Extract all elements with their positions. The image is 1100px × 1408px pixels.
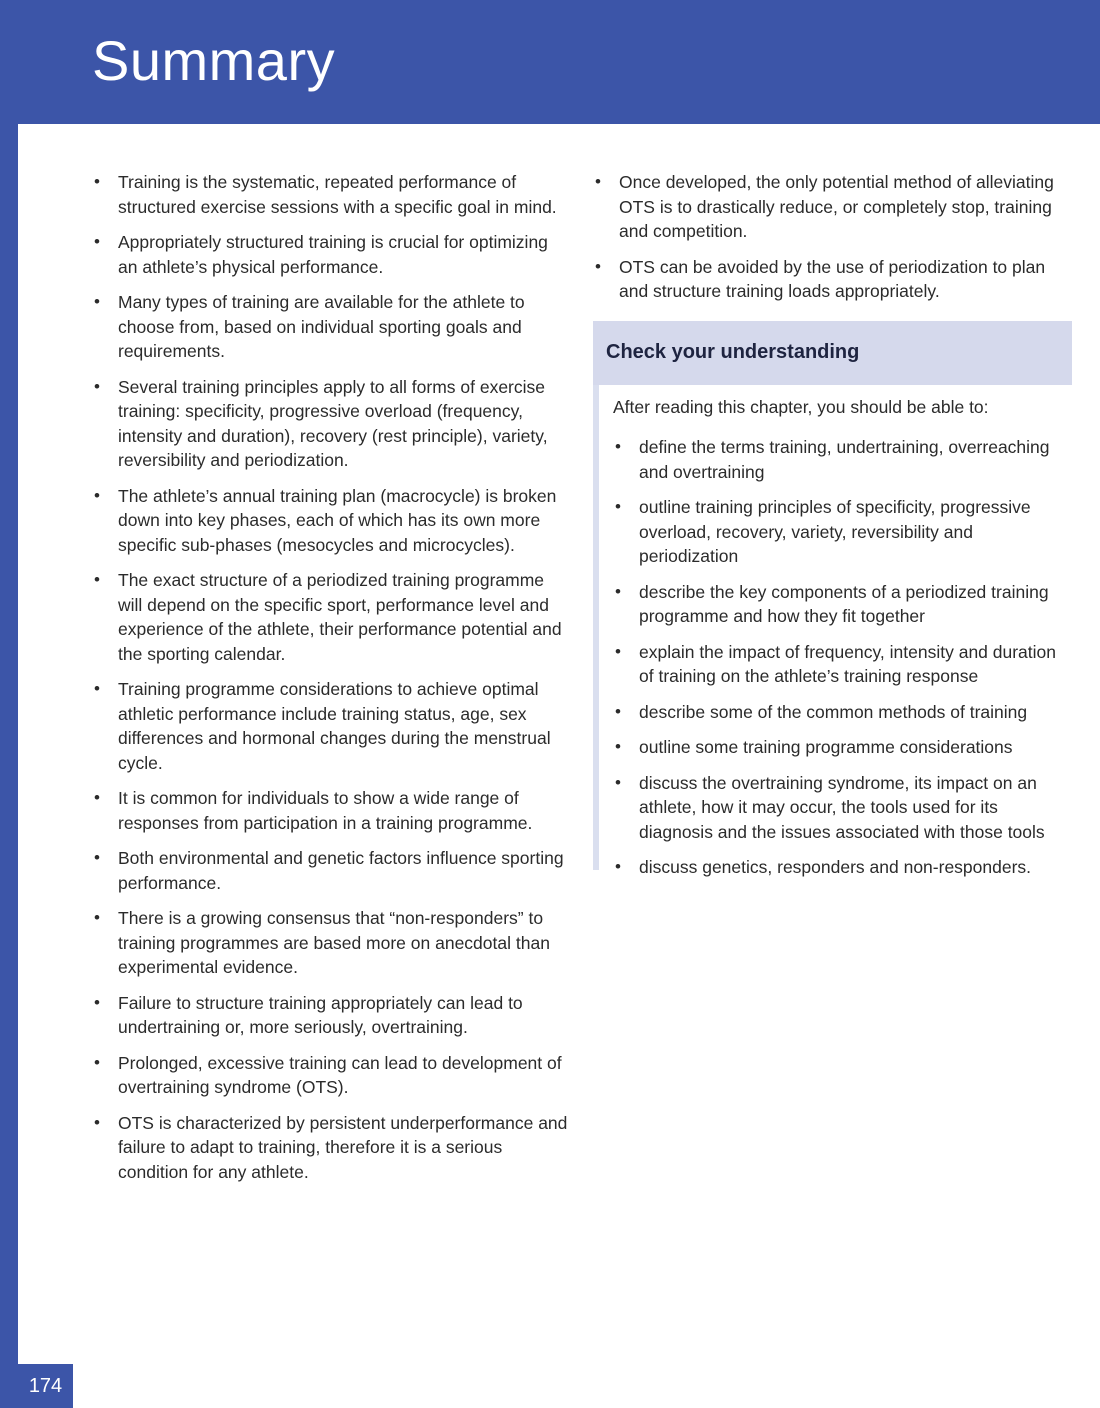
- bullet-icon: •: [595, 256, 601, 276]
- list-item: • outline training principles of specificity, progressive overload, recovery, variety, reversibility and periodization: [615, 497, 1031, 566]
- box-left-rule: [593, 321, 599, 870]
- list-item: • It is common for individuals to show a wide range of responses from participation in a training programme.: [94, 788, 533, 833]
- list-item: • Many types of training are available for the athlete to choose from, based on individual sporting goals and requirements.: [94, 292, 525, 361]
- box-title: Check your understanding: [606, 341, 860, 363]
- bullet-icon: •: [615, 437, 621, 456]
- bullet-icon: •: [615, 772, 621, 792]
- list-item: • Both environmental and genetic factors influence sporting performance.: [94, 848, 564, 893]
- bullet-icon: •: [615, 641, 621, 661]
- bullet-icon: •: [94, 172, 100, 191]
- bullet-icon: •: [94, 292, 100, 311]
- bullet-icon: •: [94, 1112, 100, 1132]
- bullet-icon: •: [595, 172, 601, 191]
- check-understanding-box: [593, 321, 1072, 877]
- list-item: • Once developed, the only potential method of alleviating OTS is to drastically reduce, or completely stop, training and competition.: [595, 172, 1054, 241]
- left-margin-band: [0, 0, 18, 1408]
- summary-right-column: [593, 170, 1063, 315]
- list-item: • discuss genetics, responders and non-responders.: [613, 855, 1063, 880]
- list-item: • There is a growing consensus that “non-responders” to training programmes are based more on anecdotal than experimental evidence.: [94, 908, 550, 977]
- objectives-list: [613, 435, 1063, 880]
- bullet-icon: •: [615, 497, 621, 516]
- summary-list-left: [92, 170, 570, 1184]
- bullet-icon: •: [94, 992, 100, 1012]
- bullet-icon: •: [94, 485, 100, 505]
- list-item: • Failure to structure training appropriately can lead to undertraining or, more seriously, overtraining.: [94, 992, 523, 1037]
- bullet-icon: •: [94, 848, 100, 867]
- list-item: • describe the key components of a periodized training programme and how they fit together: [615, 581, 1049, 626]
- bullet-icon: •: [94, 908, 100, 927]
- list-item: • Appropriately structured training is crucial for optimizing an athlete’s physical performance.: [94, 232, 548, 277]
- list-item: • describe some of the common methods of training: [613, 700, 1063, 725]
- list-item: • outline some training programme considerations: [613, 735, 1063, 760]
- page-number: 174: [18, 1364, 73, 1408]
- summary-list-right: [593, 170, 1063, 304]
- list-item: • OTS can be avoided by the use of periodization to plan and structure training loads appropriately.: [595, 256, 1046, 301]
- bullet-icon: •: [94, 788, 100, 807]
- bullet-icon: •: [94, 679, 100, 698]
- list-item: • Training is the systematic, repeated performance of structured exercise sessions with a specific goal in mind.: [94, 172, 557, 217]
- bullet-icon: •: [615, 737, 621, 756]
- list-item: • The athlete’s annual training plan (macrocycle) is broken down into key phases, each of which has its own more specific sub-phases (mesocycles and microcycles).: [94, 485, 557, 555]
- bullet-icon: •: [615, 701, 621, 721]
- bullet-icon: •: [94, 570, 100, 589]
- bullet-icon: •: [94, 232, 100, 251]
- list-item: • Training programme considerations to achieve optimal athletic performance include training status, age, sex differences and hormonal changes during the menstrual cycle.: [94, 679, 551, 773]
- list-item: • Several training principles apply to all forms of exercise training: specificity, progressive overload (frequency, intensity and duration), recovery (rest principle), variety, reversibility and periodization.: [94, 376, 548, 470]
- list-item: • explain the impact of frequency, intensity and duration of training on the athlete’s training response: [615, 641, 1057, 686]
- list-item: • The exact structure of a periodized training programme will depend on the specific sport, performance level and experience of the athlete, their performance potential and the sporting calendar.: [94, 570, 562, 664]
- bullet-icon: •: [615, 857, 621, 876]
- bullet-icon: •: [94, 1052, 100, 1072]
- list-item: • discuss the overtraining syndrome, its impact on an athlete, how it may occur, the tools used for its diagnosis and the issues associated with those tools: [615, 772, 1045, 842]
- list-item: • define the terms training, undertraining, overreaching and overtraining: [615, 437, 1050, 482]
- box-intro-text: After reading this chapter, you should be able to:: [613, 397, 989, 417]
- page-title: Summary: [92, 29, 336, 92]
- bullet-icon: •: [615, 581, 621, 601]
- bullet-icon: •: [94, 376, 100, 396]
- list-item: • OTS is characterized by persistent underperformance and failure to adapt to training, therefore it is a serious condition for any athlete.: [94, 1112, 568, 1182]
- summary-left-column: [92, 170, 570, 1195]
- list-item: • Prolonged, excessive training can lead to development of overtraining syndrome (OTS).: [94, 1052, 562, 1097]
